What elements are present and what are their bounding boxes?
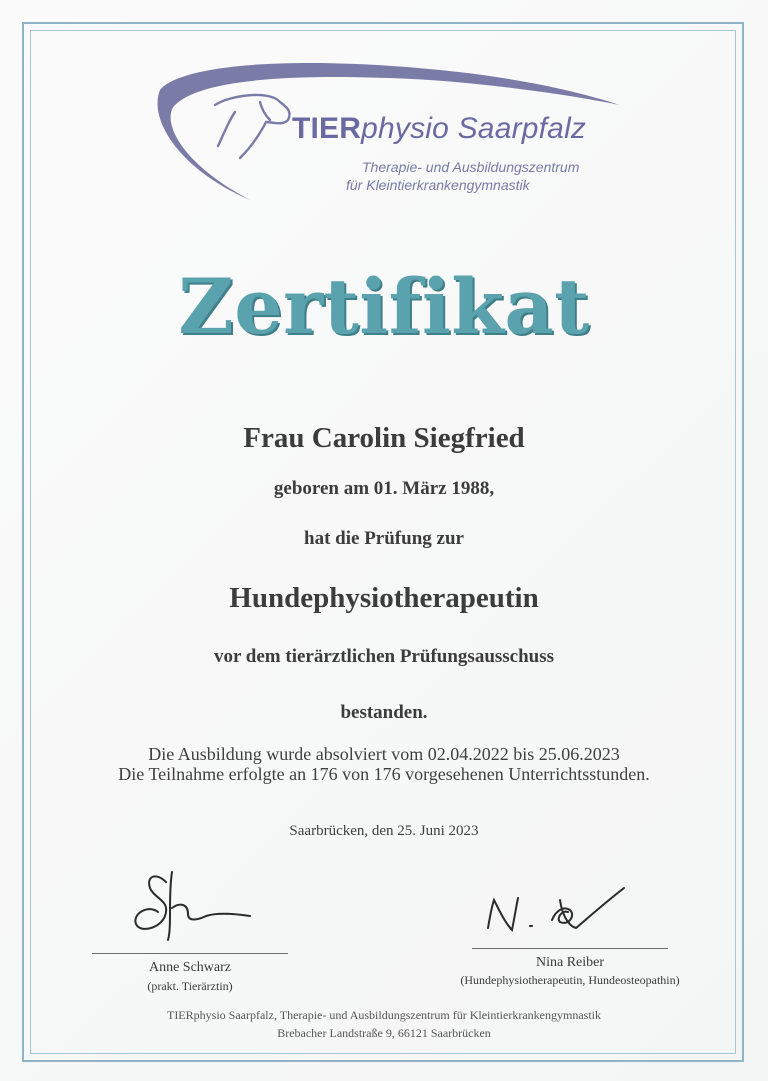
signature-right-icon xyxy=(482,880,632,944)
certificate-title: Zertifikat xyxy=(178,262,590,351)
signer-left-role: (prakt. Tierärztin) xyxy=(147,979,233,993)
logo-subtitle-line2: für Kleintierkrankengymnastik xyxy=(346,177,530,193)
result-text: bestanden. xyxy=(340,702,428,723)
recipient-name: Frau Carolin Siegfried xyxy=(243,422,525,454)
logo-brand: TIERphysio Saarpfalz xyxy=(292,112,587,145)
birth-date: geboren am 01. März 1988, xyxy=(273,478,495,499)
signature-left-icon xyxy=(128,868,258,950)
signer-right-name: Nina Reiber xyxy=(535,955,605,970)
logo-subtitle-line1: Therapie- und Ausbildungszentrum xyxy=(362,159,580,175)
exam-intro: hat die Prüfung zur xyxy=(304,528,464,549)
signature-line-right xyxy=(472,948,668,949)
attendance-hours: Die Teilnahme erfolgte an 176 von 176 vorgesehenen Unterrichtsstunden. xyxy=(118,764,650,784)
place-date: Saarbrücken, den 25. Juni 2023 xyxy=(289,823,479,839)
profession-title: Hundephysiotherapeutin xyxy=(229,582,539,614)
committee-text: vor dem tierärztlichen Prüfungsausschuss xyxy=(213,646,555,667)
signer-left-name: Anne Schwarz xyxy=(148,960,232,975)
footer-address: Brebacher Landstraße 9, 66121 Saarbrücken xyxy=(277,1026,491,1040)
footer-organization: TIERphysio Saarpfalz, Therapie- und Ausbildungszentrum für Kleintierkrankengymnastik xyxy=(166,1008,601,1022)
training-period: Die Ausbildung wurde absolviert vom 02.04.2022 bis 25.06.2023 xyxy=(148,744,620,764)
signature-line-left xyxy=(92,953,288,954)
signer-right-role: (Hundephysiotherapeutin, Hundeosteopathin) xyxy=(460,973,680,987)
